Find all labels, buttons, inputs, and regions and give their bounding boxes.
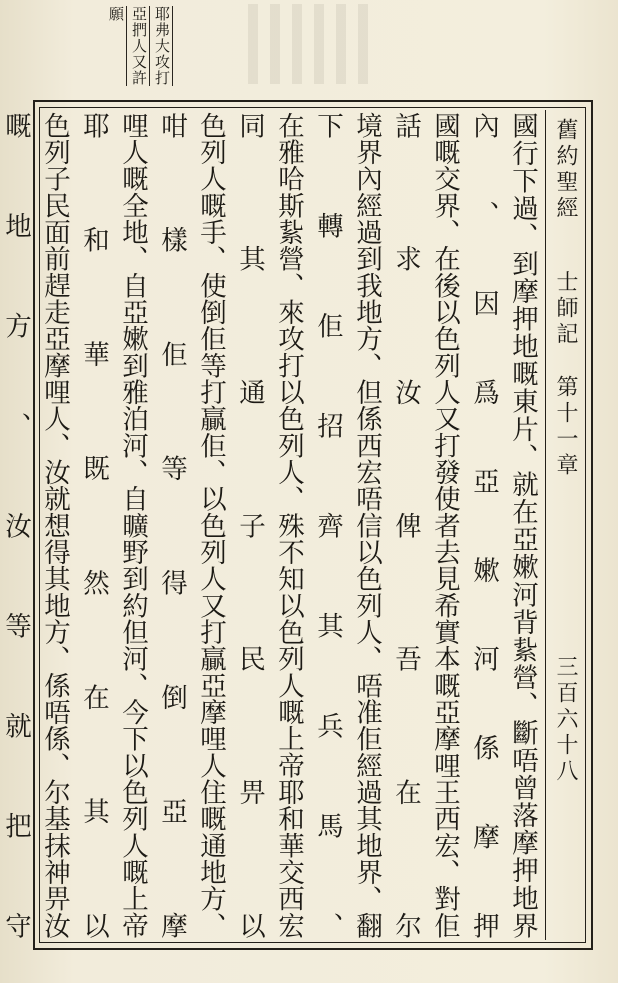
header-note-column: 願 — [108, 6, 127, 86]
text-column: 在雅哈斯紥營、來攻打以色列人、殊不知以色列人嘅上帝耶和華交西宏同其通子民畀以 — [234, 112, 304, 938]
chapter-label: 第十一章 — [553, 375, 578, 479]
page-number: 三百六十八 — [553, 655, 578, 785]
header-note — [108, 6, 173, 86]
running-head — [545, 110, 584, 940]
text-column: 色列人嘅手、使倒佢等打贏佢、以色列人又打贏亞摩哩人住嘅通地方、咁樣佢等得倒亞摩 — [156, 112, 226, 938]
book-section: 士師記 — [553, 270, 578, 348]
text-column: 哩人嘅全地、自亞嫰到雅泊河、自曠野到約但河、今下以色列人嘅上帝耶和華既然在其以 — [78, 112, 148, 938]
header-note-column: 亞捫人又許 — [130, 6, 148, 86]
body-text — [0, 112, 542, 938]
book-title: 舊約聖經 — [553, 118, 578, 222]
bleed-through-shadow — [248, 4, 368, 84]
text-column: 色列子民面前趕走亞摩哩人、汝就想得其地方、係唔係、尔基抹神畀汝嘅地方、汝等就把守 — [0, 112, 70, 938]
header-note-column: 耶弗大攻打 — [153, 6, 171, 86]
text-column: 境界內經過到我地方、但係西宏唔信以色列人、唔准佢經過其地界、翻下轉佢招齊其兵馬、 — [312, 112, 382, 938]
text-column: 國嘅交界、在後以色列人又打發使者去見希實本嘅亞摩哩王西宏、對佢話求汝俾吾在尔 — [390, 112, 460, 938]
text-column: 國行下過、到摩押地嘅東片、就在亞嫰河背紥營、斷唔曾落摩押地界內、因爲亞嫰河係摩押 — [468, 112, 538, 938]
